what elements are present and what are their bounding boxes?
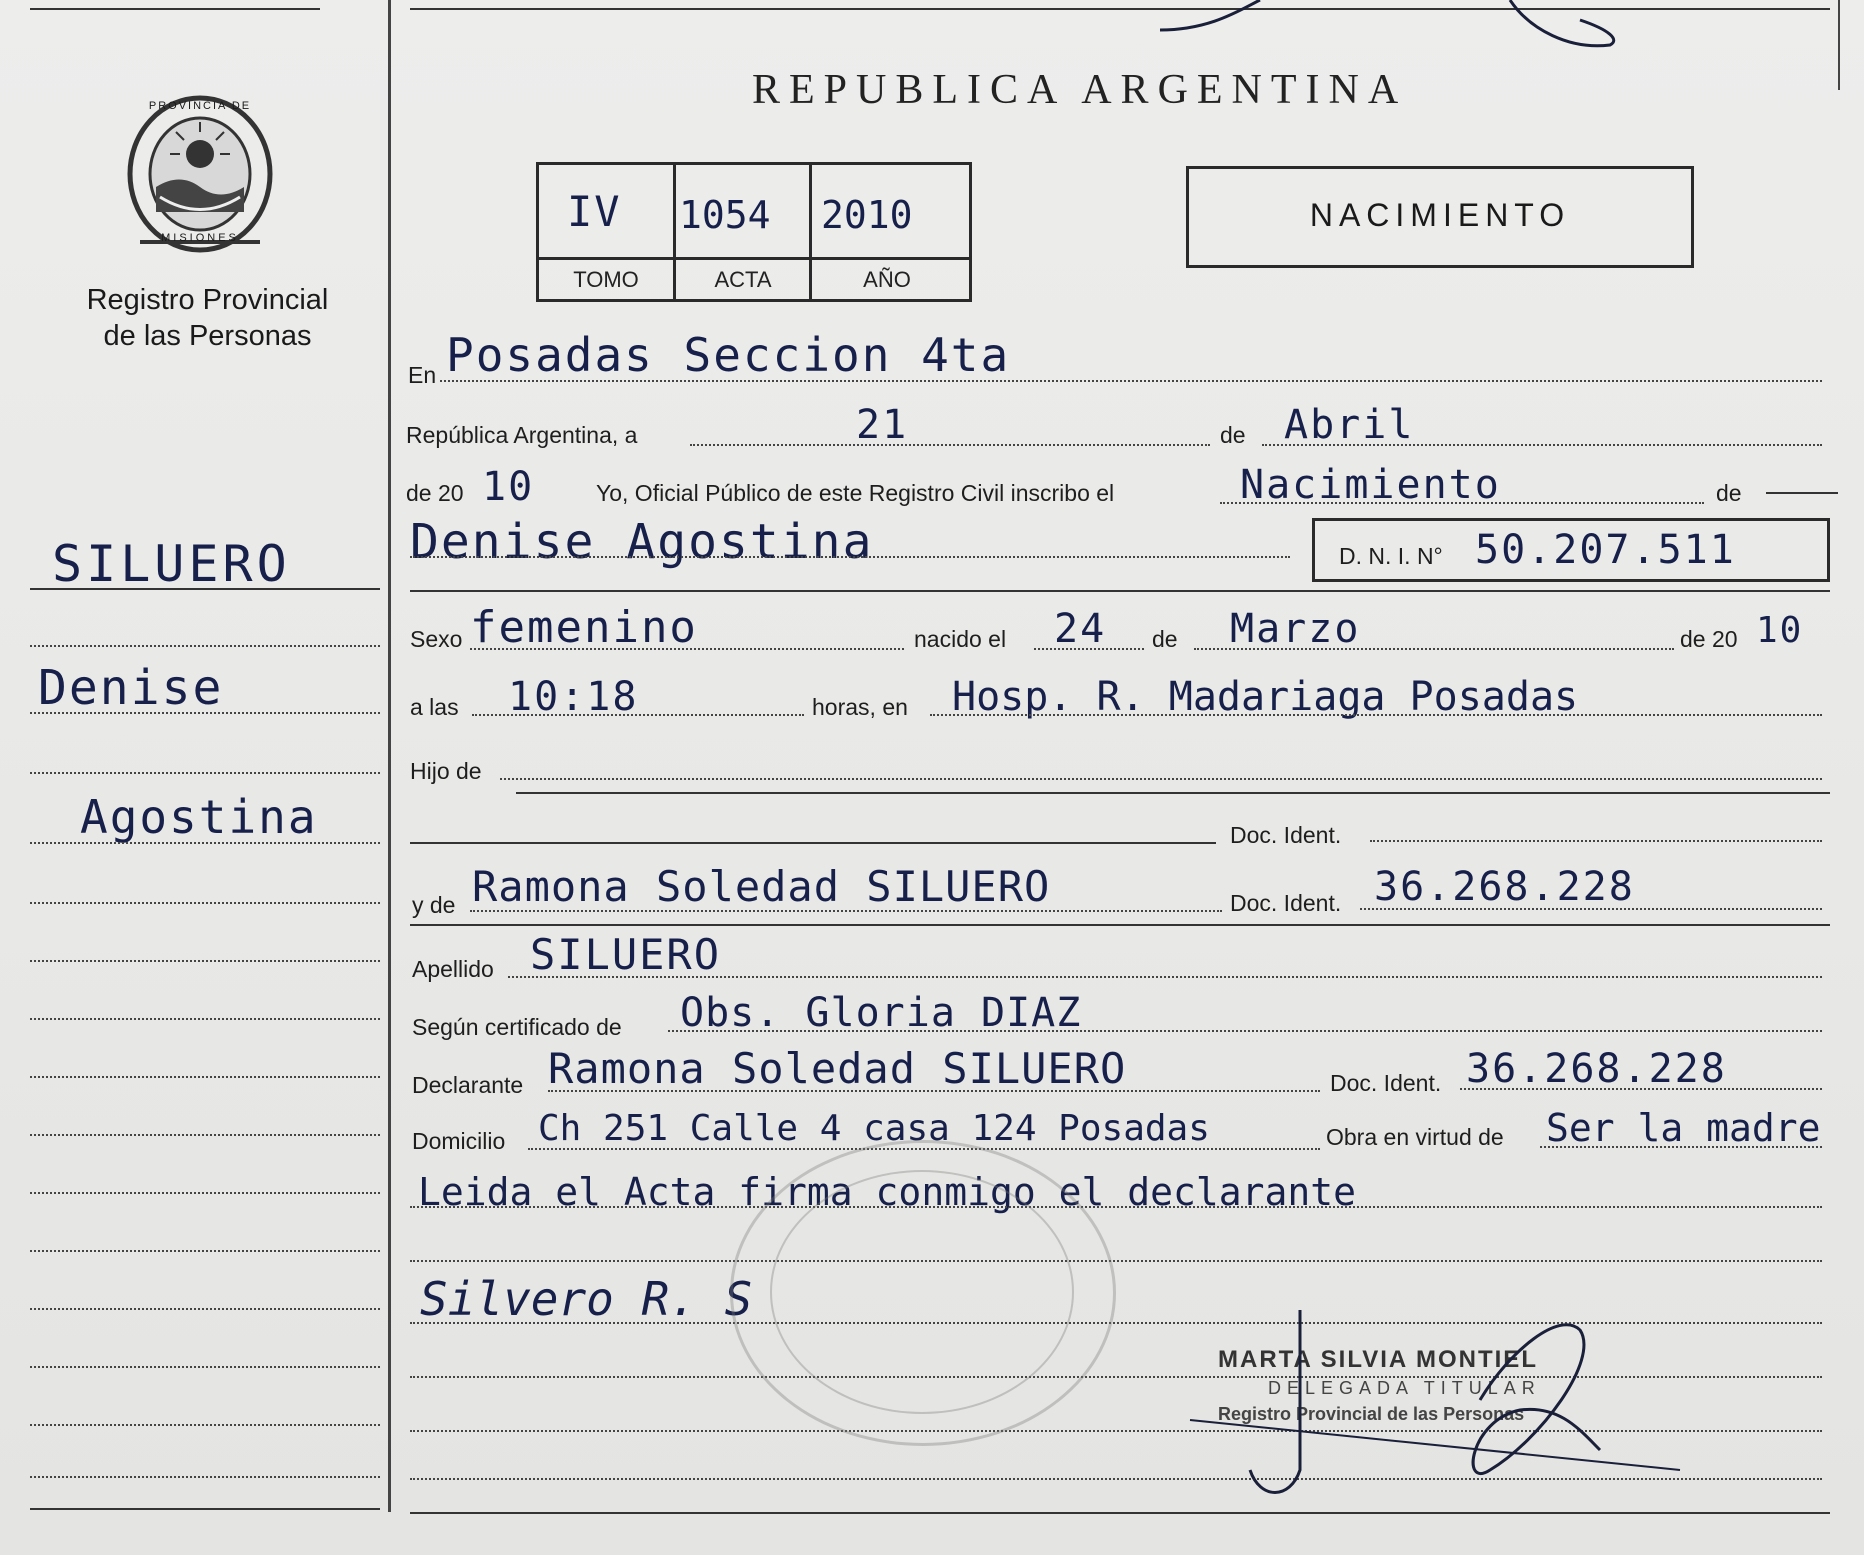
horas-label: horas, en — [812, 694, 908, 720]
seal-top-text: PROVINCIA DE — [148, 100, 252, 112]
tomo-value: IV — [567, 187, 622, 236]
act-type-label: NACIMIENTO — [1309, 197, 1571, 233]
obra-label: Obra en virtud de — [1326, 1124, 1504, 1150]
dni-value: 50.207.511 — [1475, 527, 1736, 573]
birth-day-value: 24 — [1054, 606, 1107, 652]
year-value: 10 — [482, 464, 535, 510]
mother-doc-label: Doc. Ident. — [1230, 890, 1342, 916]
certificado-value: Obs. Gloria DIAZ — [680, 990, 1082, 1036]
child-name-value: Denise Agostina — [410, 514, 874, 570]
place-value: Hosp. R. Madariaga Posadas — [952, 674, 1579, 720]
certificado-label: Según certificado de — [412, 1014, 622, 1040]
year-prefix-label: de 20 — [406, 480, 464, 506]
sidebar-dotline — [30, 1192, 380, 1194]
day-value: 21 — [856, 402, 909, 448]
field-line — [1460, 1088, 1822, 1090]
sidebar-dotline — [30, 842, 380, 844]
declarante-label: Declarante — [412, 1072, 524, 1098]
sidebar-dotline — [30, 1476, 380, 1478]
official-title: DELEGADA TITULAR — [1268, 1378, 1541, 1398]
mother-doc-value: 36.268.228 — [1374, 864, 1635, 910]
domicilio-label: Domicilio — [412, 1128, 506, 1154]
obra-value: Ser la madre — [1546, 1106, 1821, 1150]
field-line — [410, 1260, 1822, 1262]
declarante-doc-label: Doc. Ident. — [1330, 1070, 1442, 1096]
field-line — [1766, 492, 1838, 494]
sidebar-second-name: Agostina — [80, 790, 318, 844]
dni-label: D. N. I. N° — [1339, 543, 1443, 569]
column-divider — [388, 0, 391, 1512]
field-line — [470, 910, 1222, 912]
en-label: En — [408, 362, 437, 388]
de3-label: de — [1152, 626, 1178, 652]
sidebar-dotline — [30, 1308, 380, 1310]
field-line — [690, 444, 1210, 446]
sidebar-dotline — [30, 1134, 380, 1136]
field-line — [668, 1030, 1822, 1032]
reference-box — [536, 162, 972, 302]
apellido-value: SILUERO — [530, 930, 722, 979]
field-line — [1194, 648, 1674, 650]
field-line — [516, 792, 1830, 794]
official-name: MARTA SILVIA MONTIEL — [1218, 1346, 1538, 1373]
sidebar-dotline — [30, 1076, 380, 1078]
field-line — [1540, 1146, 1822, 1148]
sidebar-first-name: Denise — [38, 660, 224, 716]
sidebar-bottom-rule — [30, 1508, 380, 1510]
anio-value: 2010 — [821, 193, 913, 237]
sexo-label: Sexo — [410, 626, 463, 652]
bottom-rule — [410, 1512, 1830, 1514]
org-name-line2: de las Personas — [103, 320, 312, 352]
father-doc-label: Doc. Ident. — [1230, 822, 1342, 848]
field-line — [440, 380, 1822, 382]
field-line — [410, 590, 1830, 592]
apellido-label: Apellido — [412, 956, 494, 982]
a-las-label: a las — [410, 694, 459, 720]
act-type-box — [1186, 166, 1694, 268]
official-signature — [1180, 1270, 1700, 1510]
sidebar-dotline — [30, 902, 380, 904]
y-de-label: y de — [412, 892, 456, 918]
note-value: Leida el Acta firma conmigo el declarante — [418, 1170, 1356, 1214]
en-value: Posadas Seccion 4ta — [446, 328, 1011, 382]
declarant-signature: Silvero R. S — [420, 1272, 753, 1326]
seal-bottom-text: MISIONES — [161, 232, 239, 244]
de2-label: de — [1716, 480, 1742, 506]
field-line — [1360, 908, 1822, 910]
top-signature-fragment — [1150, 0, 1650, 60]
field-line — [548, 1090, 1320, 1092]
field-line — [930, 714, 1822, 716]
tomo-label: TOMO — [573, 267, 639, 292]
official-office: Registro Provincial de las Personas — [1218, 1404, 1525, 1424]
field-line — [410, 924, 1830, 926]
event-value: Nacimiento — [1240, 462, 1501, 508]
sidebar-surname: SILUERO — [52, 535, 291, 593]
field-line — [410, 1206, 1822, 1208]
official-round-stamp-inner — [770, 1170, 1074, 1414]
acta-label: ACTA — [714, 267, 772, 292]
sidebar-dotline — [30, 645, 380, 647]
field-line — [472, 714, 804, 716]
hijo-label: Hijo de — [410, 758, 482, 784]
nacido-label: nacido el — [914, 626, 1007, 652]
field-line — [508, 976, 1822, 978]
anio-label: AÑO — [863, 267, 911, 292]
sidebar-dotline — [30, 1366, 380, 1368]
hour-value: 10:18 — [508, 674, 639, 720]
declarante-value: Ramona Soledad SILUERO — [548, 1044, 1127, 1093]
birth-year-prefix: de 20 — [1680, 626, 1738, 652]
field-line — [410, 556, 1290, 558]
field-line — [1220, 502, 1704, 504]
field-line — [410, 842, 1216, 844]
sidebar-dotline — [30, 1018, 380, 1020]
acta-value: 1054 — [679, 193, 771, 237]
dni-box — [1312, 518, 1830, 582]
mother-value: Ramona Soledad SILUERO — [472, 862, 1051, 911]
sidebar-dotline — [30, 712, 380, 714]
org-name-line1: Registro Provincial — [86, 284, 329, 316]
field-line — [1262, 444, 1822, 446]
right-edge — [1838, 0, 1840, 90]
country-heading: REPUBLICA ARGENTINA — [752, 67, 1408, 113]
republica-label: República Argentina, a — [406, 422, 638, 448]
sidebar-dotline — [30, 960, 380, 962]
de-label: de — [1220, 422, 1246, 448]
inscribo-text: Yo, Oficial Público de este Registro Civil inscribo el — [596, 480, 1115, 506]
top-rule-left — [30, 8, 320, 10]
birth-month-value: Marzo — [1230, 606, 1361, 652]
sidebar-rule — [30, 588, 380, 590]
sexo-value: femenino — [470, 602, 698, 653]
sidebar-dotline — [30, 1424, 380, 1426]
domicilio-value: Ch 251 Calle 4 casa 124 Posadas — [538, 1108, 1210, 1149]
sidebar-dotline — [30, 772, 380, 774]
father-name-line — [500, 778, 1822, 780]
declarante-doc-value: 36.268.228 — [1466, 1046, 1727, 1092]
org-name — [30, 282, 385, 354]
field-line — [1034, 648, 1144, 650]
month-value: Abril — [1284, 402, 1415, 448]
birth-year-value: 10 — [1756, 610, 1804, 651]
field-line — [470, 648, 904, 650]
sidebar-dotline — [30, 1250, 380, 1252]
father-doc-line — [1370, 840, 1822, 842]
